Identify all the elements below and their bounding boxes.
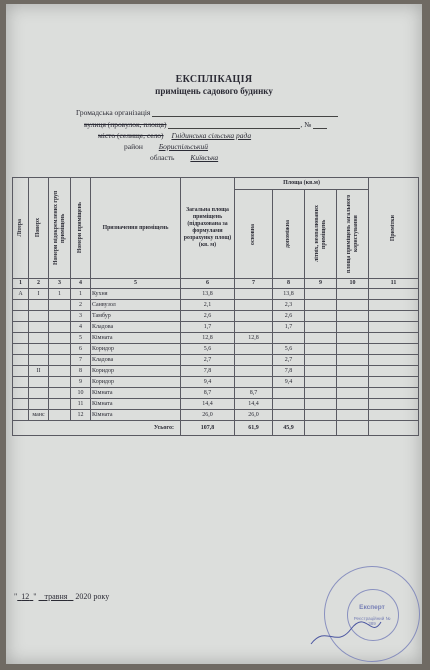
cell-empty <box>369 399 419 410</box>
city-value: Гнідинська сільська рада <box>171 131 252 140</box>
cell-floor <box>29 399 49 410</box>
cell-room: 10 <box>71 388 91 399</box>
cell-room: 6 <box>71 344 91 355</box>
stamp-sub-text: Реєстраційний № 389 <box>353 616 391 626</box>
district-value: Бориспільський <box>158 142 209 151</box>
cell-total: 8,7 <box>181 388 235 399</box>
cell-floor <box>29 355 49 366</box>
cell-empty <box>369 355 419 366</box>
street-blank <box>168 119 300 129</box>
city-label: місто (селище, село) <box>98 131 164 140</box>
date-day: 12 <box>21 592 30 601</box>
cell-empty <box>337 388 369 399</box>
cell-empty <box>305 333 337 344</box>
district-label: район <box>124 142 143 151</box>
signature-mark <box>306 614 386 654</box>
total-balcony <box>305 421 337 436</box>
cell-main: 8,7 <box>235 388 273 399</box>
cell-purpose: Коридор <box>91 366 181 377</box>
date-year: 2020 року <box>75 592 110 601</box>
cell-main <box>235 300 273 311</box>
cell-main <box>235 311 273 322</box>
org-blank <box>152 107 338 117</box>
cell-purpose: Кладова <box>91 355 181 366</box>
col-number: 9 <box>305 279 337 289</box>
cell-liter <box>13 300 29 311</box>
cell-empty <box>337 344 369 355</box>
cell-purpose: Тамбур <box>91 311 181 322</box>
cell-room: 2 <box>71 300 91 311</box>
cell-floor <box>29 311 49 322</box>
cell-empty <box>337 377 369 388</box>
cell-total: 12,8 <box>181 333 235 344</box>
cell-purpose: Кімната <box>91 410 181 421</box>
col-number: 8 <box>273 279 305 289</box>
explication-table-wrap <box>12 177 418 429</box>
cell-group <box>49 366 71 377</box>
region-line <box>150 153 240 162</box>
cell-empty <box>305 377 337 388</box>
col-main: основна <box>235 190 273 279</box>
cell-main: 26,0 <box>235 410 273 421</box>
cell-purpose: Кімната <box>91 399 181 410</box>
col-liter: Літера <box>13 178 29 279</box>
cell-empty <box>369 377 419 388</box>
cell-empty <box>369 322 419 333</box>
cell-total: 2,1 <box>181 300 235 311</box>
stamp-center-text: Експерт <box>359 604 385 611</box>
table-row <box>13 377 419 388</box>
cell-liter <box>13 399 29 410</box>
table-row <box>13 355 419 366</box>
cell-aux: 5,6 <box>273 344 305 355</box>
cell-main <box>235 322 273 333</box>
total-shared <box>337 421 369 436</box>
col-number: 1 <box>13 279 29 289</box>
cell-aux <box>273 333 305 344</box>
cell-empty <box>369 311 419 322</box>
cell-group <box>49 355 71 366</box>
cell-group <box>49 377 71 388</box>
org-label: Громадська організація <box>76 108 151 117</box>
cell-liter <box>13 388 29 399</box>
cell-main <box>235 289 273 300</box>
cell-liter: А <box>13 289 29 300</box>
cell-liter <box>13 366 29 377</box>
total-area: 107,8 <box>181 421 235 436</box>
cell-empty <box>337 410 369 421</box>
col-number: 3 <box>49 279 71 289</box>
cell-liter <box>13 344 29 355</box>
cell-liter <box>13 377 29 388</box>
cell-empty <box>305 388 337 399</box>
cell-room: 11 <box>71 399 91 410</box>
col-number: 10 <box>337 279 369 289</box>
cell-room: 12 <box>71 410 91 421</box>
cell-group <box>49 344 71 355</box>
table-row <box>13 289 419 300</box>
table-row <box>13 366 419 377</box>
cell-empty <box>369 344 419 355</box>
col-floor: Поверх <box>29 178 49 279</box>
cell-aux: 2,7 <box>273 355 305 366</box>
cell-group: 1 <box>49 289 71 300</box>
col-room: Номери приміщень <box>71 178 91 279</box>
cell-empty <box>305 289 337 300</box>
cell-empty <box>337 333 369 344</box>
cell-empty <box>305 300 337 311</box>
cell-empty <box>337 289 369 300</box>
cell-empty <box>305 366 337 377</box>
cell-liter <box>13 355 29 366</box>
col-note: Примітки <box>369 178 419 279</box>
table-row <box>13 333 419 344</box>
table-row <box>13 399 419 410</box>
cell-liter <box>13 333 29 344</box>
cell-purpose: Коридор <box>91 377 181 388</box>
document-subtitle: приміщень садового будинку <box>155 86 273 96</box>
cell-floor <box>29 377 49 388</box>
cell-empty <box>337 366 369 377</box>
cell-aux: 2,6 <box>273 311 305 322</box>
cell-group <box>49 399 71 410</box>
cell-empty <box>369 289 419 300</box>
cell-aux <box>273 410 305 421</box>
col-number: 4 <box>71 279 91 289</box>
cell-floor: ІІ <box>29 366 49 377</box>
cell-aux: 7,8 <box>273 366 305 377</box>
explication-table <box>12 177 419 436</box>
cell-total: 26,0 <box>181 410 235 421</box>
table-row <box>13 388 419 399</box>
cell-floor <box>29 322 49 333</box>
total-note <box>369 421 419 436</box>
col-total-area: Загальна площа приміщень (підрахована за формулами розрахунку площ) (кв. м) <box>181 178 235 279</box>
col-number: 5 <box>91 279 181 289</box>
cell-liter <box>13 322 29 333</box>
table-row <box>13 344 419 355</box>
total-aux: 45,9 <box>273 421 305 436</box>
cell-purpose: Кухня <box>91 289 181 300</box>
cell-room: 9 <box>71 377 91 388</box>
cell-room: 5 <box>71 333 91 344</box>
cell-floor <box>29 388 49 399</box>
cell-main <box>235 355 273 366</box>
document-date: " 12 " травня 2020 року <box>14 592 110 601</box>
cell-purpose: Кімната <box>91 333 181 344</box>
cell-aux: 9,4 <box>273 377 305 388</box>
cell-total: 9,4 <box>181 377 235 388</box>
cell-total: 2,7 <box>181 355 235 366</box>
total-row <box>13 421 419 436</box>
region-label: область <box>150 153 175 162</box>
cell-empty <box>337 300 369 311</box>
cell-purpose: Кімната <box>91 388 181 399</box>
cell-empty <box>305 322 337 333</box>
cell-empty <box>369 366 419 377</box>
total-main: 61,9 <box>235 421 273 436</box>
cell-aux: 1,7 <box>273 322 305 333</box>
cell-total: 2,6 <box>181 311 235 322</box>
table-row <box>13 311 419 322</box>
cell-total: 5,6 <box>181 344 235 355</box>
cell-aux <box>273 388 305 399</box>
table-row <box>13 322 419 333</box>
number-blank <box>313 119 327 129</box>
cell-empty <box>337 355 369 366</box>
org-line <box>76 107 338 117</box>
cell-empty <box>337 311 369 322</box>
table-row <box>13 300 419 311</box>
cell-empty <box>305 344 337 355</box>
table-row <box>13 410 419 421</box>
cell-purpose: Санвузол <box>91 300 181 311</box>
cell-room: 1 <box>71 289 91 300</box>
date-month: травня <box>44 592 68 601</box>
region-value: Київська <box>190 153 219 162</box>
district-line <box>124 142 268 151</box>
cell-empty <box>369 410 419 421</box>
total-label: Усього: <box>13 421 181 436</box>
cell-purpose: Коридор <box>91 344 181 355</box>
cell-aux <box>273 399 305 410</box>
cell-empty <box>305 410 337 421</box>
cell-total: 14,4 <box>181 399 235 410</box>
cell-liter <box>13 311 29 322</box>
cell-floor: І <box>29 289 49 300</box>
cell-purpose: Кладова <box>91 322 181 333</box>
col-number: 7 <box>235 279 273 289</box>
cell-group <box>49 300 71 311</box>
cell-main <box>235 366 273 377</box>
cell-group <box>49 311 71 322</box>
cell-floor: манс <box>29 410 49 421</box>
column-number-row <box>13 279 419 289</box>
cell-room: 3 <box>71 311 91 322</box>
cell-aux: 13,8 <box>273 289 305 300</box>
cell-main: 12,8 <box>235 333 273 344</box>
cell-total: 1,7 <box>181 322 235 333</box>
street-label: вулиця (провулок, площа) <box>84 120 167 129</box>
cell-room: 8 <box>71 366 91 377</box>
cell-total: 7,8 <box>181 366 235 377</box>
street-line <box>84 119 327 129</box>
table-body <box>13 289 419 421</box>
cell-group <box>49 388 71 399</box>
cell-group <box>49 333 71 344</box>
cell-group <box>49 322 71 333</box>
cell-empty <box>337 399 369 410</box>
cell-total: 13,8 <box>181 289 235 300</box>
col-group: Номери відокремлених груп приміщень <box>49 178 71 279</box>
cell-empty <box>369 388 419 399</box>
cell-floor <box>29 333 49 344</box>
document-title: ЕКСПЛІКАЦІЯ <box>175 74 253 85</box>
cell-floor <box>29 300 49 311</box>
cell-floor <box>29 344 49 355</box>
cell-empty <box>305 399 337 410</box>
col-number: 2 <box>29 279 49 289</box>
cell-empty <box>337 322 369 333</box>
cell-room: 4 <box>71 322 91 333</box>
col-balcony: літніх, неопалюваних приміщень <box>305 190 337 279</box>
cell-empty <box>369 333 419 344</box>
cell-liter <box>13 410 29 421</box>
number-label: , № <box>300 120 312 129</box>
cell-group <box>49 410 71 421</box>
cell-main <box>235 344 273 355</box>
cell-main: 14,4 <box>235 399 273 410</box>
col-shared: площа приміщень загального користування <box>337 190 369 279</box>
col-aux: допоміжна <box>273 190 305 279</box>
col-number: 6 <box>181 279 235 289</box>
cell-empty <box>369 300 419 311</box>
cell-room: 7 <box>71 355 91 366</box>
cell-empty <box>305 311 337 322</box>
col-purpose: Призначення приміщень <box>91 178 181 279</box>
col-number: 11 <box>369 279 419 289</box>
cell-empty <box>305 355 337 366</box>
area-group-header: Площа (кв.м) <box>235 178 369 190</box>
cell-aux: 2,3 <box>273 300 305 311</box>
cell-main <box>235 377 273 388</box>
document-sheet <box>6 4 422 664</box>
city-line <box>98 131 281 140</box>
